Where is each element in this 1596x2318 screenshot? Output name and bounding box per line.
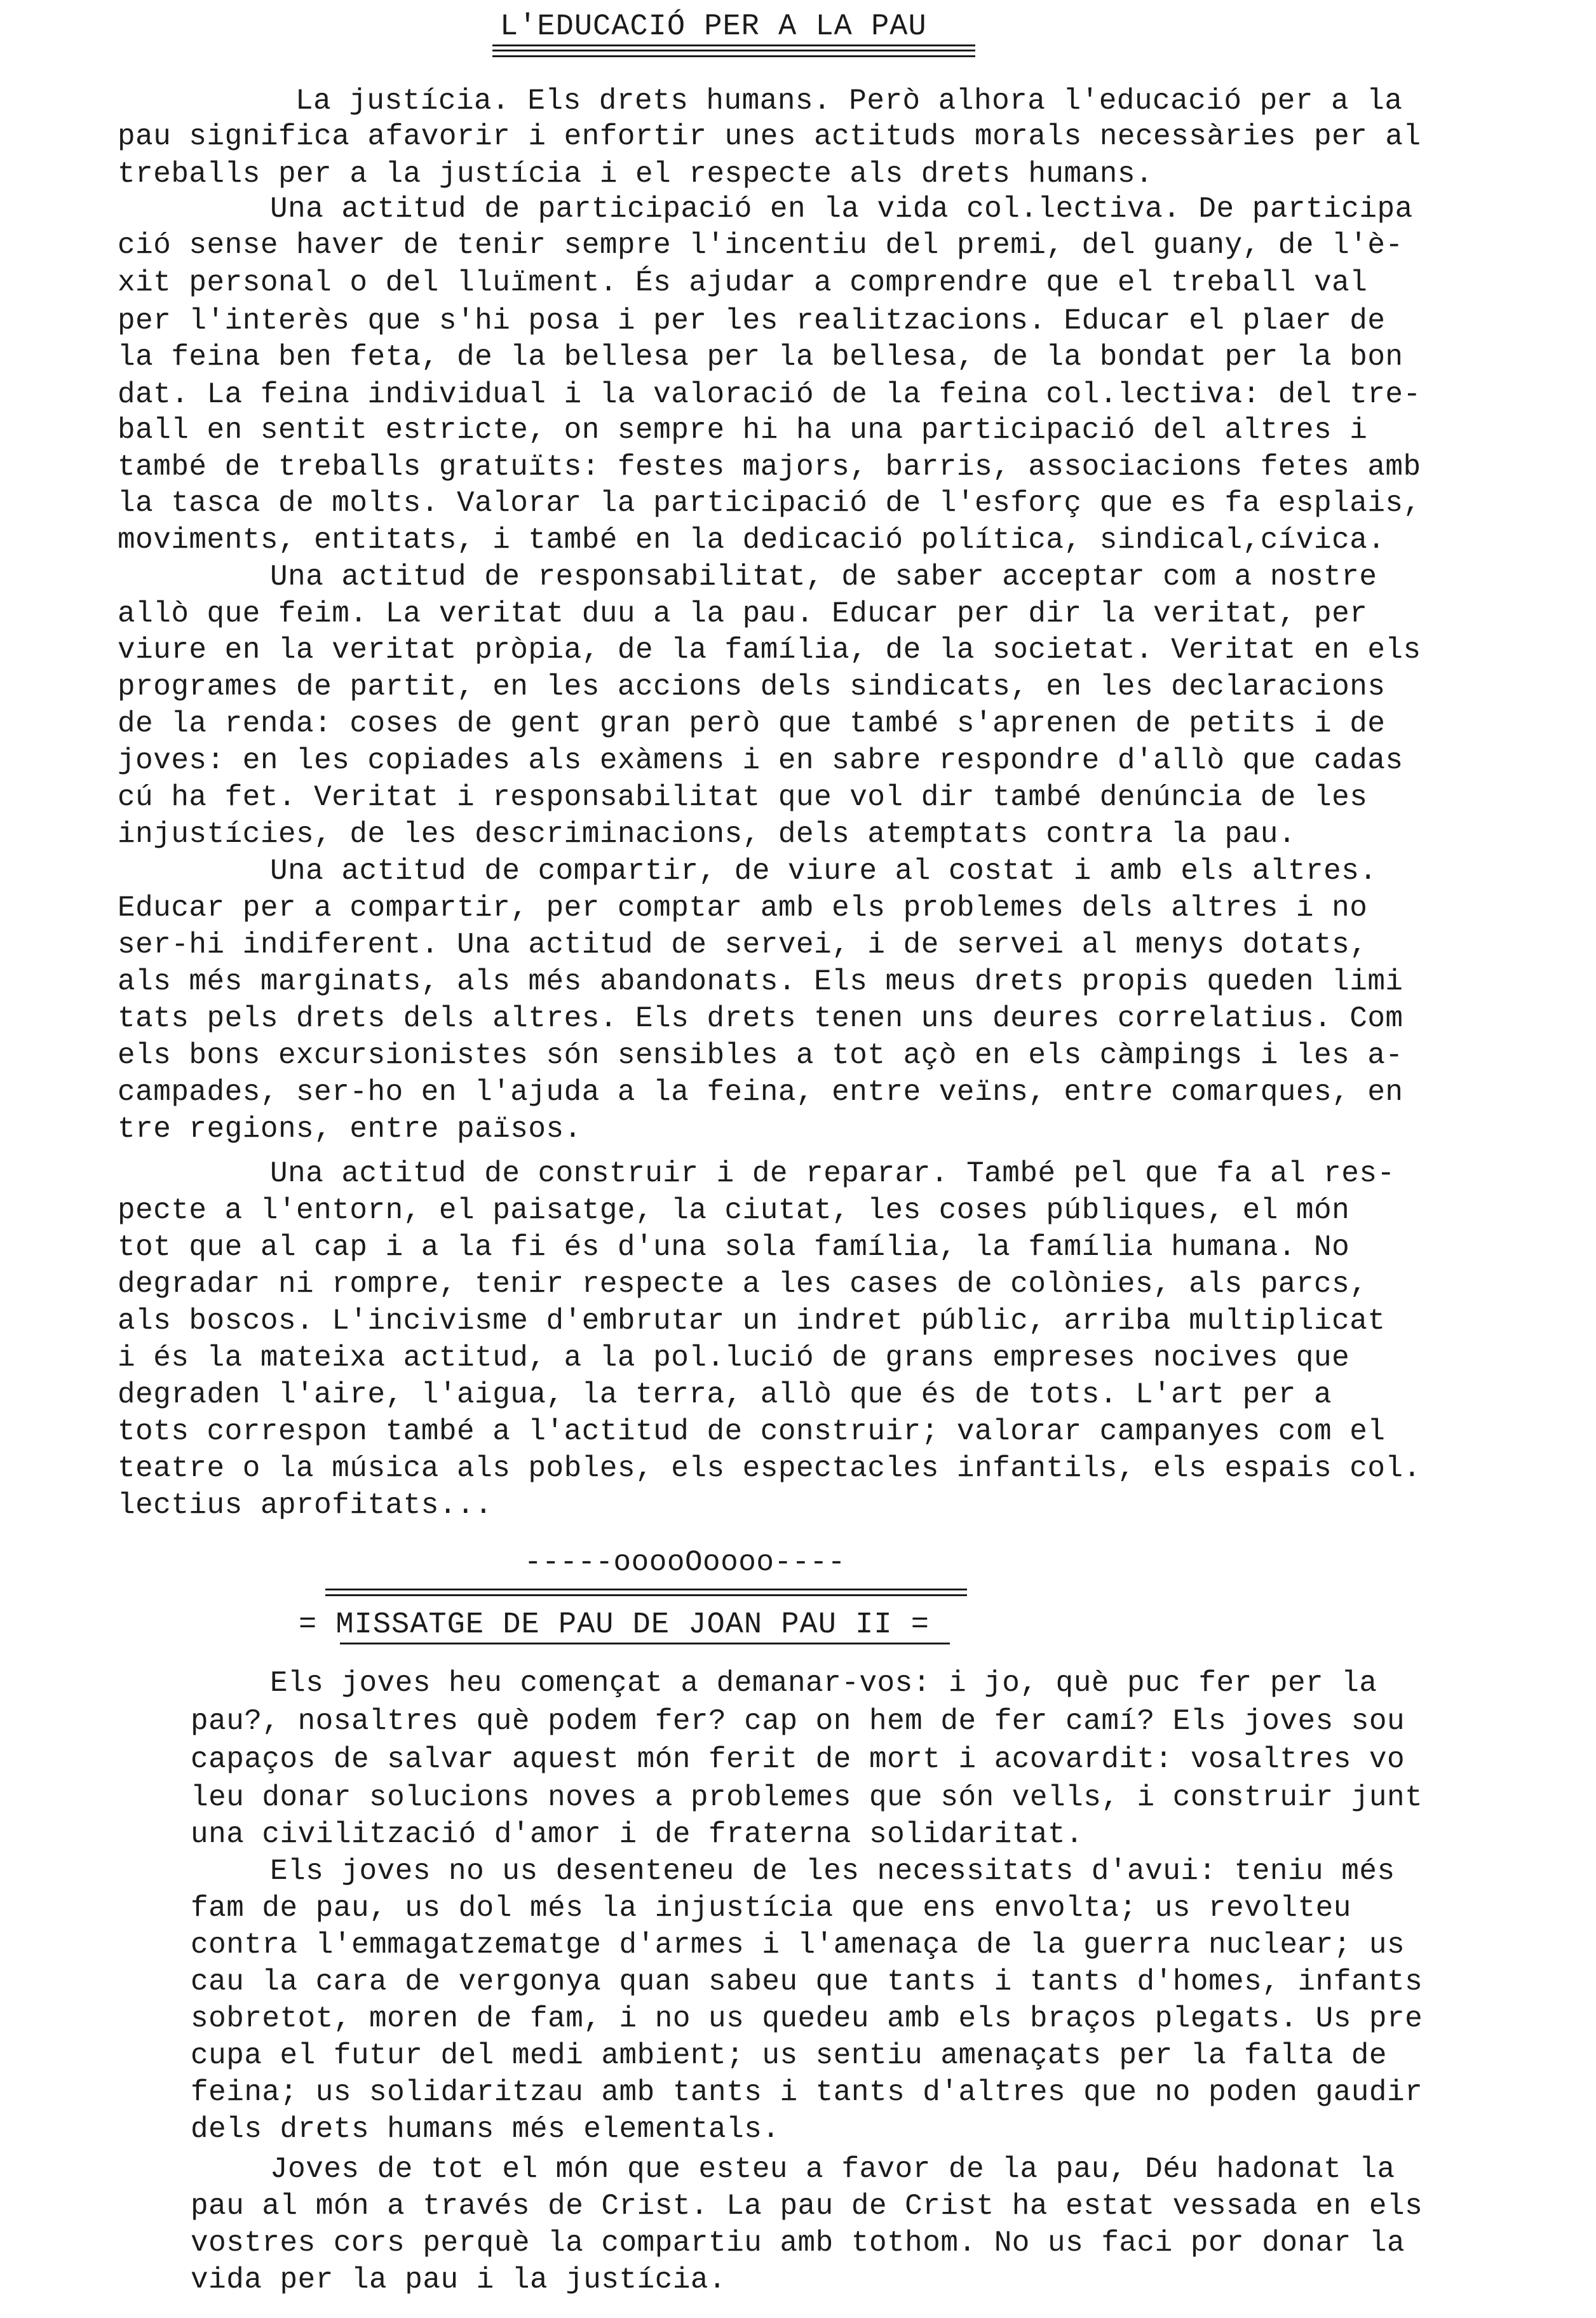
article-line: moviments, entitats, i també en la dedicació política, sindical,cívica. <box>118 524 1386 557</box>
message-line: vostres cors perquè la compartiu amb tothom. No us faci por donar la <box>191 2226 1405 2260</box>
article-line: La justícia. Els drets humans. Però alhora l'educació per a la <box>295 85 1403 118</box>
article-line: dat. La feina individual i la valoració de la feina col.lectiva: del tre- <box>118 378 1421 411</box>
message-line: pau al món a través de Crist. La pau de Crist ha estat vessada en els <box>191 2190 1423 2223</box>
article-line: ció sense haver de tenir sempre l'incentiu del premi, del guany, de l'è- <box>118 229 1403 262</box>
message-line: una civilització d'amor i de fraterna solidaritat. <box>191 1818 1084 1851</box>
message-title: = MISSATGE DE PAU DE JOAN PAU II = <box>299 1608 930 1642</box>
article-line: tats pels drets dels altres. Els drets tenen uns deures correlatius. Com <box>118 1002 1403 1035</box>
article-line: allò que feim. La veritat duu a la pau. Educar per dir la veritat, per <box>118 597 1368 630</box>
message-line: pau?, nosaltres què podem fer? cap on hem de fer camí? Els joves sou <box>191 1705 1405 1738</box>
message-line: fam de pau, us dol més la injustícia que ens envolta; us revolteu <box>191 1892 1351 1925</box>
article-line: teatre o la música als pobles, els espectacles infantils, els espais col. <box>118 1452 1421 1485</box>
message-line: contra l'emmagatzematge d'armes i l'amenaça de la guerra nuclear; us <box>191 1928 1405 1962</box>
article-line: campades, ser-ho en l'ajuda a la feina, entre veïns, entre comarques, en <box>118 1076 1403 1109</box>
article-line: tots correspon també a l'actitud de construir; valorar campanyes com el <box>118 1415 1386 1448</box>
title-double-underline <box>492 50 975 57</box>
article-line: també de treballs gratuïts: festes majors, barris, associacions fetes amb <box>118 451 1421 484</box>
article-line: treballs per a la justícia i el respecte als drets humans. <box>118 158 1154 191</box>
article-line: ball en sentit estricte, on sempre hi ha una participació del altres i <box>118 414 1368 447</box>
article-line: viure en la veritat pròpia, de la família, de la societat. Veritat en els <box>118 634 1421 667</box>
message-line: Els joves no us desenteneu de les necessitats d'avui: teniu més <box>270 1855 1395 1888</box>
article-line: pau significa afavorir i enfortir unes actituds morals necessàries per al <box>118 120 1421 153</box>
message-line: feina; us solidaritzau amb tants i tants d'altres que no poden gaudir <box>191 2076 1423 2109</box>
article-line: pecte a l'entorn, el paisatge, la ciutat, les coses públiques, el món <box>118 1194 1350 1227</box>
article-line: degraden l'aire, l'aigua, la terra, allò que és de tots. L'art per a <box>118 1378 1332 1411</box>
article-line: als més marginats, als més abandonats. Els meus drets propis queden limi <box>118 965 1403 998</box>
message-line: capaços de salvar aquest món ferit de mort i acovardit: vosaltres vo <box>191 1743 1405 1776</box>
article-line: Una actitud de participació en la vida col.lectiva. De participa <box>270 193 1413 226</box>
message-line: cau la cara de vergonya quan sabeu que tants i tants d'homes, infants <box>191 1965 1423 1998</box>
message-line: vida per la pau i la justícia. <box>191 2263 727 2296</box>
article-line: cú ha fet. Veritat i responsabilitat que vol dir també denúncia de les <box>118 781 1368 814</box>
message-line: leu donar solucions noves a problemes que són vells, i construir junt <box>191 1781 1423 1814</box>
message-line: dels drets humans més elementals. <box>191 2113 780 2146</box>
article-line: i és la mateixa actitud, a la pol.lució de grans empreses nocives que <box>118 1341 1350 1374</box>
article-line: Una actitud de construir i de reparar. També pel que fa al res- <box>270 1157 1395 1190</box>
article-line: la tasca de molts. Valorar la participació de l'esforç que es fa esplais, <box>118 487 1421 520</box>
title-underline <box>492 44 975 46</box>
article-line: els bons excursionistes són sensibles a tot açò en els càmpings i les a- <box>118 1039 1403 1072</box>
article-line: tre regions, entre països. <box>118 1113 582 1146</box>
article-line: degradar ni rompre, tenir respecte a les cases de colònies, als parcs, <box>118 1268 1368 1301</box>
message-title-overline <box>325 1589 967 1596</box>
article-title: L'EDUCACIÓ PER A LA PAU <box>500 10 927 44</box>
message-line: Els joves heu començat a demanar-vos: i jo, què puc fer per la <box>270 1667 1377 1700</box>
article-line: programes de partit, en les accions dels sindicats, en les declaracions <box>118 670 1386 703</box>
article-line: ser-hi indiferent. Una actitud de servei, i de servei al menys dotats, <box>118 928 1368 961</box>
article-line: la feina ben feta, de la bellesa per la bellesa, de la bondat per la bon <box>118 341 1403 374</box>
message-line: cupa el futur del medi ambient; us sentiu amenaçats per la falta de <box>191 2039 1388 2072</box>
article-line: xit personal o del lluïment. És ajudar a comprendre que el treball val <box>118 266 1368 299</box>
article-line: per l'interès que s'hi posa i per les realitzacions. Educar el plaer de <box>118 304 1386 337</box>
article-line: als boscos. L'incivisme d'embrutar un indret públic, arriba multiplicat <box>118 1305 1386 1338</box>
article-line: lectius aprofitats... <box>118 1489 493 1522</box>
section-separator: -----ooooOoooo---- <box>524 1546 846 1579</box>
article-line: tot que al cap i a la fi és d'una sola família, la família humana. No <box>118 1231 1350 1264</box>
article-line: Educar per a compartir, per comptar amb els problemes dels altres i no <box>118 891 1368 925</box>
message-line: sobretot, moren de fam, i no us quedeu amb els braços plegats. Us pre <box>191 2002 1423 2035</box>
article-line: joves: en les copiades als exàmens i en sabre respondre d'allò que cadas <box>118 744 1403 777</box>
article-line: injustícies, de les descriminacions, dels atemptats contra la pau. <box>118 818 1296 851</box>
article-line: de la renda: coses de gent gran però que també s'aprenen de petits i de <box>118 707 1386 740</box>
message-line: Joves de tot el món que esteu a favor de la pau, Déu hadonat la <box>270 2153 1395 2186</box>
message-title-underline <box>340 1643 950 1644</box>
article-line: Una actitud de compartir, de viure al costat i amb els altres. <box>270 855 1377 888</box>
article-line: Una actitud de responsabilitat, de saber acceptar com a nostre <box>270 560 1377 593</box>
